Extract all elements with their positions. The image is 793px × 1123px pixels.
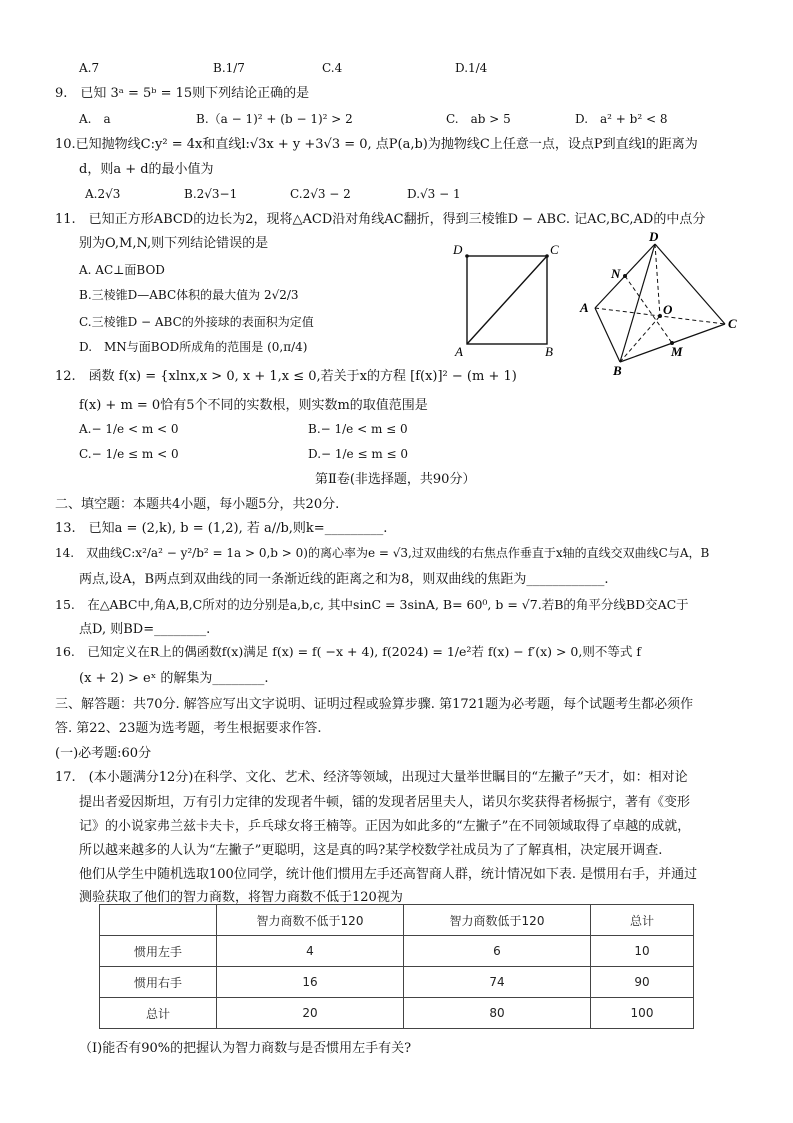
table-cell: 20 — [217, 998, 404, 1029]
table-header-cell: 智力商数低于120 — [404, 905, 591, 936]
table-cell: 100 — [591, 998, 694, 1029]
part2-title: 第Ⅱ卷(非选择题，共90分） — [315, 472, 476, 487]
section3-line2: 答. 第22、23题为选考题，考生根据要求作答. — [55, 721, 322, 736]
q11-option-d: D. MN与面BOD所成角的范围是 (0,π/4) — [79, 340, 308, 354]
table-header-row — [100, 905, 694, 936]
q12-option-c: C.− 1/e ≤ m < 0 — [79, 447, 179, 461]
q11-stem-line2: 别为O,M,N,则下列结论错误的是 — [79, 236, 269, 251]
fig1-label-b: B — [545, 344, 553, 359]
square-figure — [445, 238, 565, 364]
iq-handedness-table — [99, 904, 694, 1029]
q15-line1: 15. 在△ABC中,角A,B,C所对的边分别是a,b,c, 其中sinC = 3sinA, B= 60⁰, b = √7.若B的角平分线BD交AC于 — [55, 597, 689, 612]
q16-line1: 16. 已知定义在R上的偶函数f(x)满足 f(x) = f( −x + 4), f(2024) = 1/e²若 f(x) − f′(x) > 0,则不等式 f — [55, 644, 641, 659]
q8-option-d: D.1/4 — [455, 61, 488, 75]
q10-option-d: D.√3 − 1 — [407, 187, 461, 201]
q12-option-d: D.− 1/e ≤ m ≤ 0 — [308, 447, 409, 461]
q13: 13. 已知a = (2,k), b = (1,2), 若 a//b,则k=_________. — [55, 521, 388, 536]
q11-option-c: C.三棱锥D − ABC的外接球的表面积为定值 — [79, 315, 314, 329]
fig2-label-a: A — [580, 300, 589, 315]
pyramid-figure — [575, 230, 745, 378]
q17-line6: 测验获取了他们的智力商数，将智力商数不低于120视为 — [79, 890, 403, 905]
q15-line2: 点D, 则BD=________. — [79, 622, 211, 637]
fig2-label-m: M — [671, 344, 683, 359]
table-cell: 74 — [404, 967, 591, 998]
q9-option-d: D. a² + b² < 8 — [575, 112, 668, 126]
fig2-label-o: O — [663, 302, 673, 317]
table-row — [100, 998, 694, 1029]
section3-line1: 三、解答题：共70分. 解答应写出文字说明、证明过程或验算步骤. 第1721题为必考题，每个试题考生都必须作 — [55, 697, 694, 712]
q10-stem-line1: 10.已知抛物线C:y² = 4x和直线l:√3x + y +3√3 = 0, 点P(a,b)为抛物线C上任意一点，设点P到直线l的距离为 — [55, 137, 698, 152]
q11-option-a: A. AC⊥面BOD — [79, 263, 165, 277]
q10-option-b: B.2√3−1 — [184, 187, 238, 201]
table-header-cell: 总计 — [591, 905, 694, 936]
table-row — [100, 936, 694, 967]
table-cell: 6 — [404, 936, 591, 967]
fig2-label-d: D — [649, 230, 659, 244]
q17-line2: 提出者爱因斯坦，万有引力定律的发现者牛顿，镭的发现者居里夫人，诺贝尔奖获得者杨振宁，著有《变形 — [79, 795, 691, 810]
table-header-cell — [100, 905, 217, 936]
q8-option-c: C.4 — [322, 61, 343, 75]
fig1-label-c: C — [550, 242, 559, 257]
fig2-label-n: N — [611, 266, 621, 281]
q17-line4: 所以越来越多的人认为“左撇子”更聪明，这是真的吗?某学校数学社成员为了了解真相，决定展开调查. — [79, 843, 663, 858]
section2-heading: 二、填空题：本题共4小题，每小题5分，共20分. — [55, 497, 340, 512]
q17-line5: 他们从学生中随机选取100位同学，统计他们惯用左手还高智商人群，统计情况如下表. 是惯用右手，并通过 — [79, 867, 698, 882]
table-cell: 总计 — [100, 998, 217, 1029]
table-cell: 10 — [591, 936, 694, 967]
fig1-label-d: D — [453, 242, 463, 257]
q9-option-a: A. a — [79, 112, 111, 126]
table-cell: 惯用左手 — [100, 936, 217, 967]
q10-stem-line2: d，则a + d的最小值为 — [79, 162, 214, 177]
table-row — [100, 967, 694, 998]
q12-stem-line2: f(x) + m = 0恰有5个不同的实数根，则实数m的取值范围是 — [79, 398, 428, 413]
q8-option-a: A.7 — [79, 61, 100, 75]
table-cell: 80 — [404, 998, 591, 1029]
table-cell: 4 — [217, 936, 404, 967]
q11-option-b: B.三棱锥D—ABC体积的最大值为 2√2/3 — [79, 288, 299, 302]
table-cell: 16 — [217, 967, 404, 998]
q16-line2: (x + 2) > eˣ 的解集为________. — [79, 671, 269, 686]
q9-option-b: B.（a − 1)² + (b − 1)² > 2 — [196, 112, 353, 126]
q17-line1: 17. (本小题满分12分)在科学、文化、艺术、经济等领域，出现过大量举世瞩目的“左撇子”天才，如：相对论 — [55, 770, 688, 785]
q12-stem-line1: 12. 函数 f(x) = {xlnx,x > 0, x + 1,x ≤ 0,若关于x的方程 [f(x)]² − (m + 1) — [55, 369, 517, 384]
table-cell: 惯用右手 — [100, 967, 217, 998]
required-heading: (一)必考题:60分 — [55, 746, 152, 761]
q12-option-a: A.− 1/e < m < 0 — [79, 422, 179, 436]
q10-option-a: A.2√3 — [85, 187, 121, 201]
table-header-cell: 智力商数不低于120 — [217, 905, 404, 936]
q11-stem-line1: 11. 已知正方形ABCD的边长为2，现将△ACD沿对角线AC翻折，得到三棱锥D − ABC. 记AC,BC,AD的中点分 — [55, 212, 706, 227]
fig2-label-c: C — [728, 316, 737, 331]
table-cell: 90 — [591, 967, 694, 998]
fig1-label-a: A — [455, 344, 463, 359]
fig2-label-b: B — [613, 363, 622, 378]
q17-line3: 记》的小说家弗兰兹卡夫卡，乒乓球女将王楠等。正因为如此多的“左撇子”在不同领域取得了卓越的成就， — [79, 819, 691, 834]
q9-option-c: C. ab > 5 — [446, 112, 511, 126]
q9-stem: 9. 已知 3ᵃ = 5ᵇ = 15则下列结论正确的是 — [55, 86, 310, 101]
q17-part1: （Ⅰ)能否有90%的把握认为智力商数与是否惯用左手有关? — [79, 1041, 412, 1056]
q10-option-c: C.2√3 − 2 — [290, 187, 351, 201]
q14-line1: 14. 双曲线C:x²/a² − y²/b² = 1a > 0,b > 0)的离心率为e = √3,过双曲线的右焦点作垂直于x轴的直线交双曲线C与A，B — [55, 546, 710, 560]
q14-line2: 两点,设A，B两点到双曲线的同一条渐近线的距离之和为8，则双曲线的焦距为____________. — [79, 572, 609, 587]
q8-option-b: B.1/7 — [213, 61, 245, 75]
q12-option-b: B.− 1/e < m ≤ 0 — [308, 422, 408, 436]
